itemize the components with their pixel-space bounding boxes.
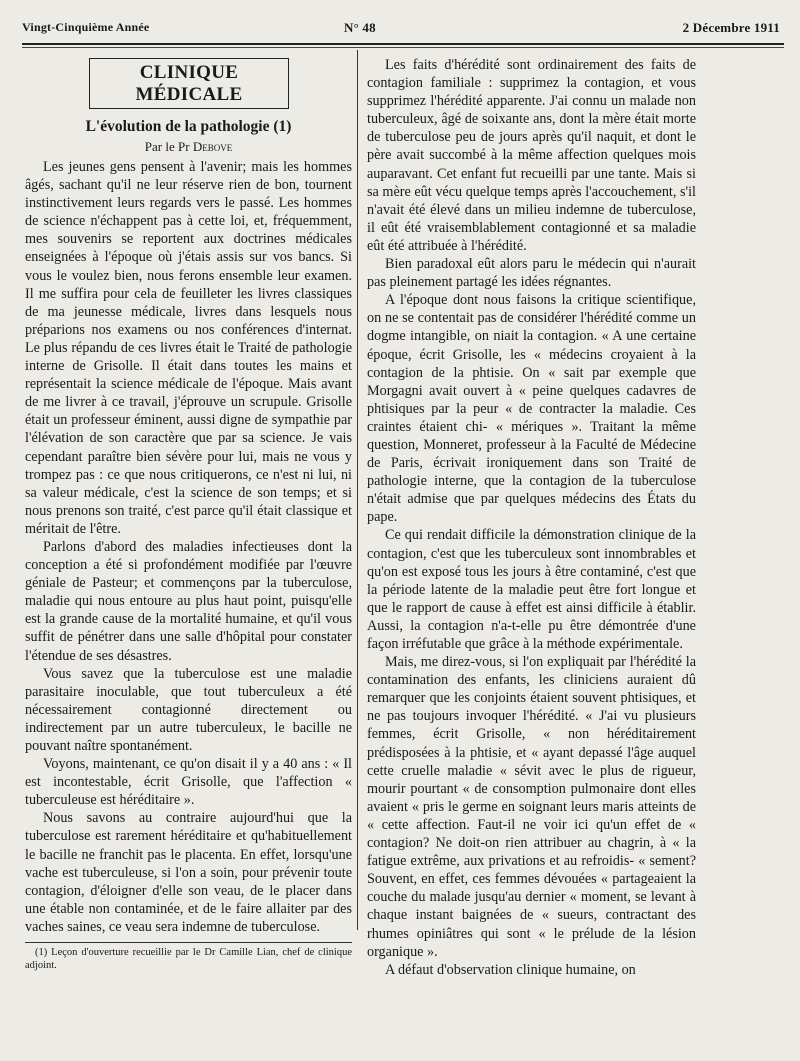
paragraph: Ce qui rendait difficile la démonstration clinique de la contagion, c'est que les tuberculeux sont innombrables et qu'on est exposé tous les jours à être contaminé, c'est que la période latente de la maladie peut être fort longue et que le rapport de cause à effet est ainsi difficile à établir. Aussi, la contagion n'a-t-elle pu être démontrée d'une façon irréfutable que grâce à la méthode expérimentale. — [367, 527, 696, 652]
paragraph: Nous savons au contraire aujourd'hui que la tuberculose est rarement héréditaire et qu'habituellement le bacille ne franchit pas le placenta. En effet, lorsqu'une vache est tuberculeuse, si l'on a soin, pour prévenir toute contagion, d'éloigner d'elle son veau, de le placer dans une étable non contaminée, et de le faire allaiter par des vaches saines, ce veau sera indemne de tuberculose. — [25, 810, 352, 935]
paragraph: A défaut d'observation clinique humaine, on — [385, 961, 636, 978]
paragraph: Vous savez que la tuberculose est une maladie parasitaire inoculable, que tout tuberculeux a été nécessairement contagionné directement ou indirectement par un autre tuberculeux, le bacille ne pouvant naître spontanément. — [25, 665, 352, 754]
section-heading: CLINIQUE MÉDICALE — [89, 58, 289, 109]
byline — [25, 138, 352, 155]
left-column — [25, 56, 352, 972]
right-column — [367, 56, 696, 979]
paragraph: Les jeunes gens pensent à l'avenir; mais les hommes âgés, sachant qu'il ne leur réserve rien de bon, tournent instinctivement leurs regards vers le passé. Les hommes de science n'échappent pas à cette loi, et, fréquemment, mes souvenirs se reportent aux doctrines médicales enseignées à l'époque où j'étais assis sur vos bancs. Si vous le voulez bien, nous ferons ensemble leur examen. Il me suffira pour cela de feuilleter les livres classiques de ma jeunesse médicale, livres dans lesquels nous préparions nos examens ou nos conférences d'internat. Le plus répandu de ces livres était le Traité de pathologie interne de Grisolle. Il était dans toutes les mains et représentait la science médicale de l'époque. Mais avant de me livrer à ce travail, j'éprouve un scrupule. Grisolle était un professeur éminent, aussi digne de sympathie par l'élévation de son caractère que par sa science. Je vais cependant paraître bien sévère pour lui, mais ne vous y trompez pas : ce que nous critiquerons, ce n'est ni lui, ni sa valeur médicale, c'est la science de son temps; et si nous prenons son traité, c'est parce qu'il était classique et méritait de l'être. — [25, 159, 352, 537]
issue-number: N° 48 — [344, 20, 376, 35]
paragraph: Mais, me direz-vous, si l'on expliquait par l'hérédité la contamination des enfants, les cliniciens auraient dû remarquer que les conjoints étaient souvent phtisiques, et ne pas toujours invoquer l'hérédité. « J'ai vu plusieurs femmes, écrit Grisolle, « non héréditairement prédisposées à la phtisie, et « ayant depassé l'âge auquel cette cruelle maladie « sévit avec le plus de rigueur, mourir pourtant « de consomption pulmonaire dont elles avaient « pris le germe en soignant leurs maris atteints de « cette affection. Faut-il ne voir ici qu'un effet de « contagion? Ne doit-on rien attribuer au chagrin, à « la fatigue extrême, aux privations et au refroidis- « sement? Souvent, en effet, ces femmes dévouées « partageaient la couche du malade jusqu'au dernier « moment, se levant à chaque instant baignées de « sueurs, contractant des rhumes opiniâtres qui sont « le prélude de la lésion organique ». — [367, 654, 696, 960]
paragraph: Voyons, maintenant, ce qu'on disait il y a 40 ans : « Il est incontestable, écrit Grisolle, que l'affection « tuberculeuse est héréditaire ». — [25, 756, 352, 809]
paragraph: Parlons d'abord des maladies infectieuses dont la conception a été si profondément modifiée par l'œuvre géniale de Pasteur; et commençons par la tuberculose, maladie qui nous entoure au plus haut point, puisqu'elle est la grande cause de la mortalité humaine, et qu'il vous suffit de pénétrer dans une salle d'hôpital pour constater l'étendue de ses désastres. — [25, 538, 352, 664]
issue-date: 2 Décembre 1911 — [682, 20, 780, 35]
running-head — [22, 20, 782, 40]
header-rule — [22, 43, 784, 45]
article-title: L'évolution de la pathologie (1) — [85, 118, 292, 135]
paragraph: Bien paradoxal eût alors paru le médecin qui n'aurait pas pleinement partagé les idées régnantes. — [367, 256, 696, 291]
paragraph: A l'époque dont nous faisons la critique scientifique, on ne se contentait pas de considérer l'hérédité comme un dogme intangible, on niait la contagion. « A une certaine époque, écrit Grisolle, les « médecins croyaient à la contagion de la phtisie. On « sait par exemple que Morgagni avait ouvert à « peine quelques cadavres de phtisiques par la peur « de contracter la maladie. Ces craintes étaient chi- « mériques ». Traitant la même question, Monneret, professeur à la Faculté de Médecine de Paris, écrivait ironiquement dans son Traité de pathologie interne, que la contagion de la tuberculose n'était admise que par quelques médecins des États du pape. — [367, 292, 696, 526]
byline-prefix: Par le Pr — [144, 139, 193, 154]
author-name: Debove — [192, 139, 233, 154]
header-rule-thin — [22, 47, 784, 48]
footnote-rule — [25, 942, 352, 943]
column-divider — [357, 50, 358, 930]
volume-label: Vingt-Cinquième Année — [22, 20, 150, 34]
paragraph: Les faits d'hérédité sont ordinairement des faits de contagion familiale : supprimez la contagion, et vous supprimez l'hérédité apparente. J'ai connu un malade non tuberculeux, âgé de soixante ans, dont la mère était morte de tuberculose peu de jours après qu'il naquit, et dont le père avait succombé à la même affection quelques mois auparavant. Cet enfant fut recueilli par une tante. Mais si sa mère eût vécu quelque temps après l'accouchement, s'il n'avait été élevé dans un milieu indemne de tuberculose, il eût été vraisemblablement contagionné et sa maladie eût été attribuée à l'hérédité. — [367, 57, 696, 254]
footnote: (1) Leçon d'ouverture recueillie par le Dr Camille Lian, chef de clinique adjoint. — [25, 947, 352, 972]
